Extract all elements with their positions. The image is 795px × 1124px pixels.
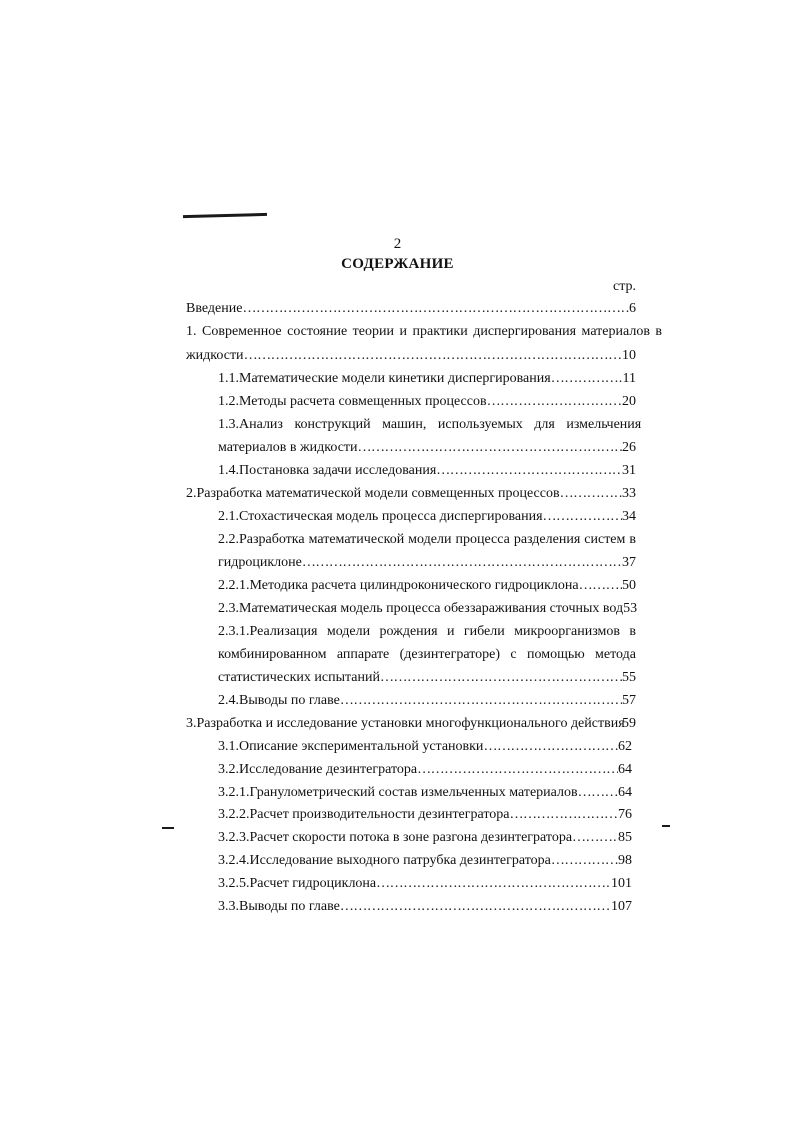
toc-entry bbox=[218, 393, 636, 411]
toc-entry-page: 50 bbox=[622, 578, 636, 593]
toc-entry bbox=[218, 806, 632, 824]
toc-entry-page: 62 bbox=[618, 739, 632, 754]
toc-entry-page: 6 bbox=[629, 301, 636, 316]
toc-entry bbox=[218, 692, 636, 710]
toc-entry-page: 33 bbox=[622, 486, 636, 501]
toc-entry bbox=[218, 600, 636, 618]
toc-entry bbox=[218, 761, 632, 779]
toc-entry-page: 11 bbox=[622, 371, 636, 386]
toc-entry-page: 64 bbox=[618, 785, 632, 800]
toc-entry-text: 3.2.1.Гранулометрический состав измельченных материалов bbox=[218, 785, 578, 800]
scan-artifact-dash-right bbox=[662, 825, 670, 827]
toc-entry-text: 2.1.Стохастическая модель процесса диспергирования bbox=[218, 509, 543, 524]
scan-artifact-line bbox=[183, 213, 267, 218]
toc-entry-text: 1.3.Анализ конструкций машин, используемых для измельчения bbox=[218, 417, 642, 432]
toc-entry bbox=[186, 323, 663, 341]
toc-entry bbox=[218, 898, 632, 916]
toc-entry-text: 1.4.Постановка задачи исследования bbox=[218, 463, 437, 478]
toc-entry bbox=[218, 462, 636, 480]
toc-entry-cont bbox=[218, 646, 636, 664]
toc-entry-page: 85 bbox=[618, 830, 632, 845]
page-number: 2 bbox=[393, 236, 402, 252]
toc-entry-text: 2.3.Математическая модель процесса обеззараживания сточных вод bbox=[218, 601, 624, 616]
toc-entry-text: 2.4.Выводы по главе bbox=[218, 693, 340, 708]
toc-entry-page: 64 bbox=[618, 762, 632, 777]
toc-entry-text: 3.1.Описание экспериментальной установки bbox=[218, 739, 484, 754]
toc-entry-text: статистических испытаний bbox=[218, 670, 380, 685]
scan-artifact-dash-left bbox=[162, 827, 174, 829]
toc-entry-page: 34 bbox=[622, 509, 636, 524]
toc-entry bbox=[218, 829, 632, 847]
toc-entry-text: 1. Современное состояние теории и практики диспергирования материалов в bbox=[186, 324, 663, 339]
toc-entry-text: Введение bbox=[186, 301, 243, 316]
toc-entry-cont bbox=[186, 347, 636, 365]
toc-entry-text: 3.2.5.Расчет гидроциклона bbox=[218, 876, 377, 891]
toc-entry-text: 2.2.1.Методика расчета цилиндроконического гидроциклона bbox=[218, 578, 579, 593]
toc-entry bbox=[218, 508, 636, 526]
toc-entry-text: 3.2.2.Расчет производительности дезинтегратора bbox=[218, 807, 510, 822]
toc-entry-page: 20 bbox=[622, 394, 636, 409]
toc-entry bbox=[218, 577, 636, 595]
toc-entry-text: 3.2.3.Расчет скорости потока в зоне разгона дезинтегратора bbox=[218, 830, 573, 845]
page-title: СОДЕРЖАНИЕ bbox=[341, 256, 454, 272]
toc-entry bbox=[218, 416, 642, 434]
toc-entry-page: 98 bbox=[618, 853, 632, 868]
toc-entry-page: 37 bbox=[622, 555, 636, 570]
toc-entry-page: 53 bbox=[623, 601, 638, 616]
toc-entry-cont bbox=[218, 439, 636, 457]
toc-entry bbox=[218, 738, 632, 756]
toc-entry-page: 31 bbox=[622, 463, 636, 478]
toc-entry-page: 107 bbox=[611, 899, 632, 914]
toc-entry-text: жидкости bbox=[186, 348, 244, 363]
toc-entry-cont bbox=[218, 554, 636, 572]
toc-entry-page: 55 bbox=[622, 670, 636, 685]
toc-entry bbox=[186, 485, 636, 503]
toc-entry-page: 10 bbox=[622, 348, 636, 363]
toc-entry bbox=[218, 784, 632, 802]
toc-entry-text: 2.Разработка математической модели совмещенных процессов bbox=[186, 486, 560, 501]
page-column-label: стр. bbox=[612, 279, 636, 294]
toc-entry-text: 3.Разработка и исследование установки многофункционального действия bbox=[186, 716, 625, 731]
toc-entry-page: 26 bbox=[622, 440, 636, 455]
toc-entry bbox=[218, 531, 636, 549]
toc-entry-text: комбинированном аппарате (дезинтеграторе) с помощью метода bbox=[218, 647, 636, 662]
toc-entry-page: 101 bbox=[611, 876, 632, 891]
toc-entry-text: 3.2.4.Исследование выходного патрубка дезинтегратора bbox=[218, 853, 551, 868]
toc-entry-text: материалов в жидкости bbox=[218, 440, 358, 455]
toc-entry-text: 1.2.Методы расчета совмещенных процессов bbox=[218, 394, 487, 409]
toc-entry-cont bbox=[218, 669, 636, 687]
toc-entry bbox=[218, 623, 636, 641]
toc-entry bbox=[218, 852, 632, 870]
toc-entry-page: 76 bbox=[618, 807, 632, 822]
toc-entry bbox=[218, 875, 632, 893]
toc-entry-page: 59 bbox=[622, 716, 636, 731]
toc-entry bbox=[186, 715, 636, 733]
toc-entry-text: 2.3.1.Реализация модели рождения и гибели микроорганизмов в bbox=[218, 624, 636, 639]
toc-entry-text: 2.2.Разработка математической модели процесса разделения систем в bbox=[218, 532, 636, 547]
toc-entry-text: гидроциклоне bbox=[218, 555, 302, 570]
toc-entry-text: 3.2.Исследование дезинтегратора bbox=[218, 762, 418, 777]
toc-entry-page: 57 bbox=[622, 693, 636, 708]
toc-entry bbox=[218, 370, 636, 388]
toc-entry-text: 3.3.Выводы по главе bbox=[218, 899, 340, 914]
toc-entry bbox=[186, 300, 636, 318]
toc-entry-text: 1.1.Математические модели кинетики диспергирования bbox=[218, 371, 551, 386]
